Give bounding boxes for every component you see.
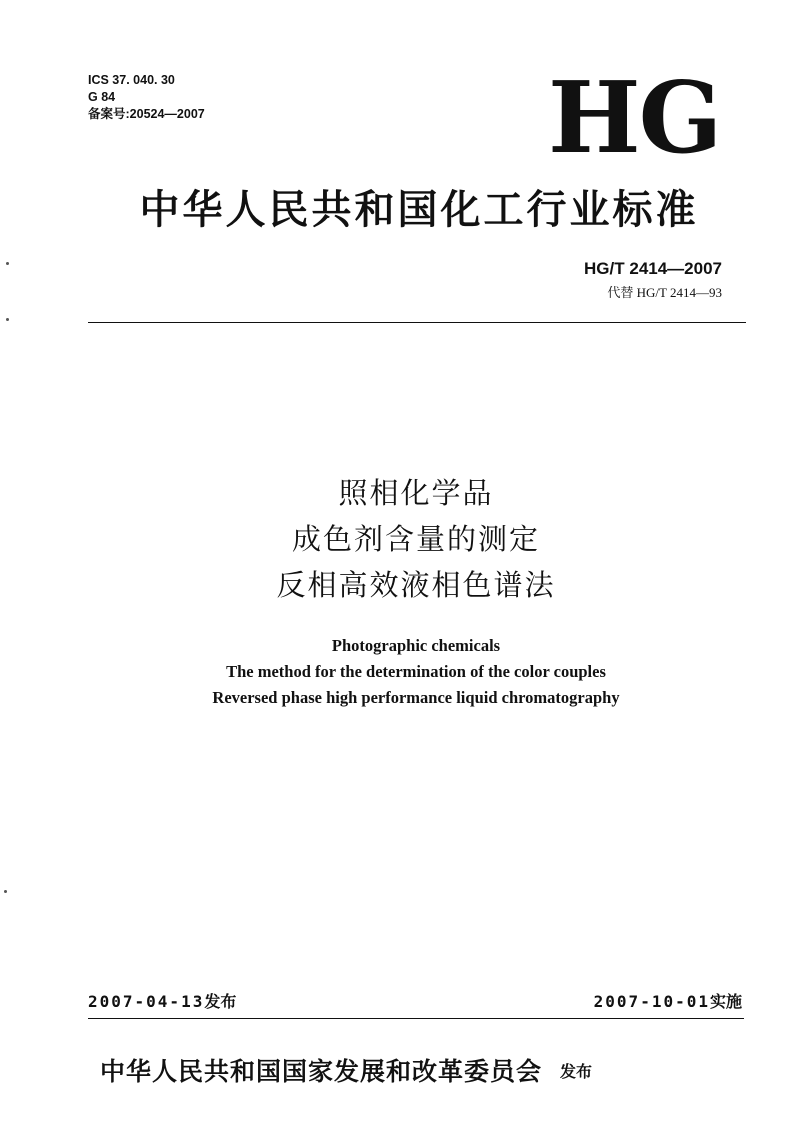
top-divider [88,322,746,323]
chinese-title [0,470,800,608]
bottom-divider [88,1018,744,1019]
english-title-line-1: Photographic chemicals [331,636,501,655]
effective-date-value: 2007-10-01 [593,992,710,1011]
effective-date [594,990,742,1014]
replaces-standard: 代替 HG/T 2414—93 [607,285,722,300]
issue-date [88,990,236,1014]
chinese-title-line-3: 反相高效液相色谱法 [276,568,556,602]
classification-codes [88,72,205,123]
scan-mark [6,262,9,265]
english-title-line-3: Reversed phase high performance liquid chromatography [212,688,620,707]
filing-number: 备案号:20524—2007 [88,107,205,121]
chinese-title-line-2: 成色剂含量的测定 [291,522,540,556]
chinese-title-line-1: 照相化学品 [338,476,494,510]
ics-code: ICS 37. 040. 30 [88,73,175,87]
english-title-line-2: The method for the determination of the color couples [226,662,606,681]
standard-number: HG/T 2414—2007 [584,259,722,278]
standard-number-block [584,258,722,303]
ccs-code: G 84 [88,90,116,104]
english-title [0,633,800,711]
issue-date-value: 2007-04-13 [88,992,205,1011]
standard-category-title: 中华人民共和国化工行业标准 [139,186,699,233]
issue-date-suffix: 发布 [204,992,237,1011]
issuing-authority [100,1052,740,1088]
issuer-name: 中华人民共和国国家发展和改革委员会 [100,1057,543,1086]
hg-logo: HG [548,61,721,176]
effective-date-suffix: 实施 [709,992,742,1011]
issuer-suffix: 发布 [560,1061,593,1081]
scan-mark [4,890,7,893]
scan-mark [6,318,9,321]
